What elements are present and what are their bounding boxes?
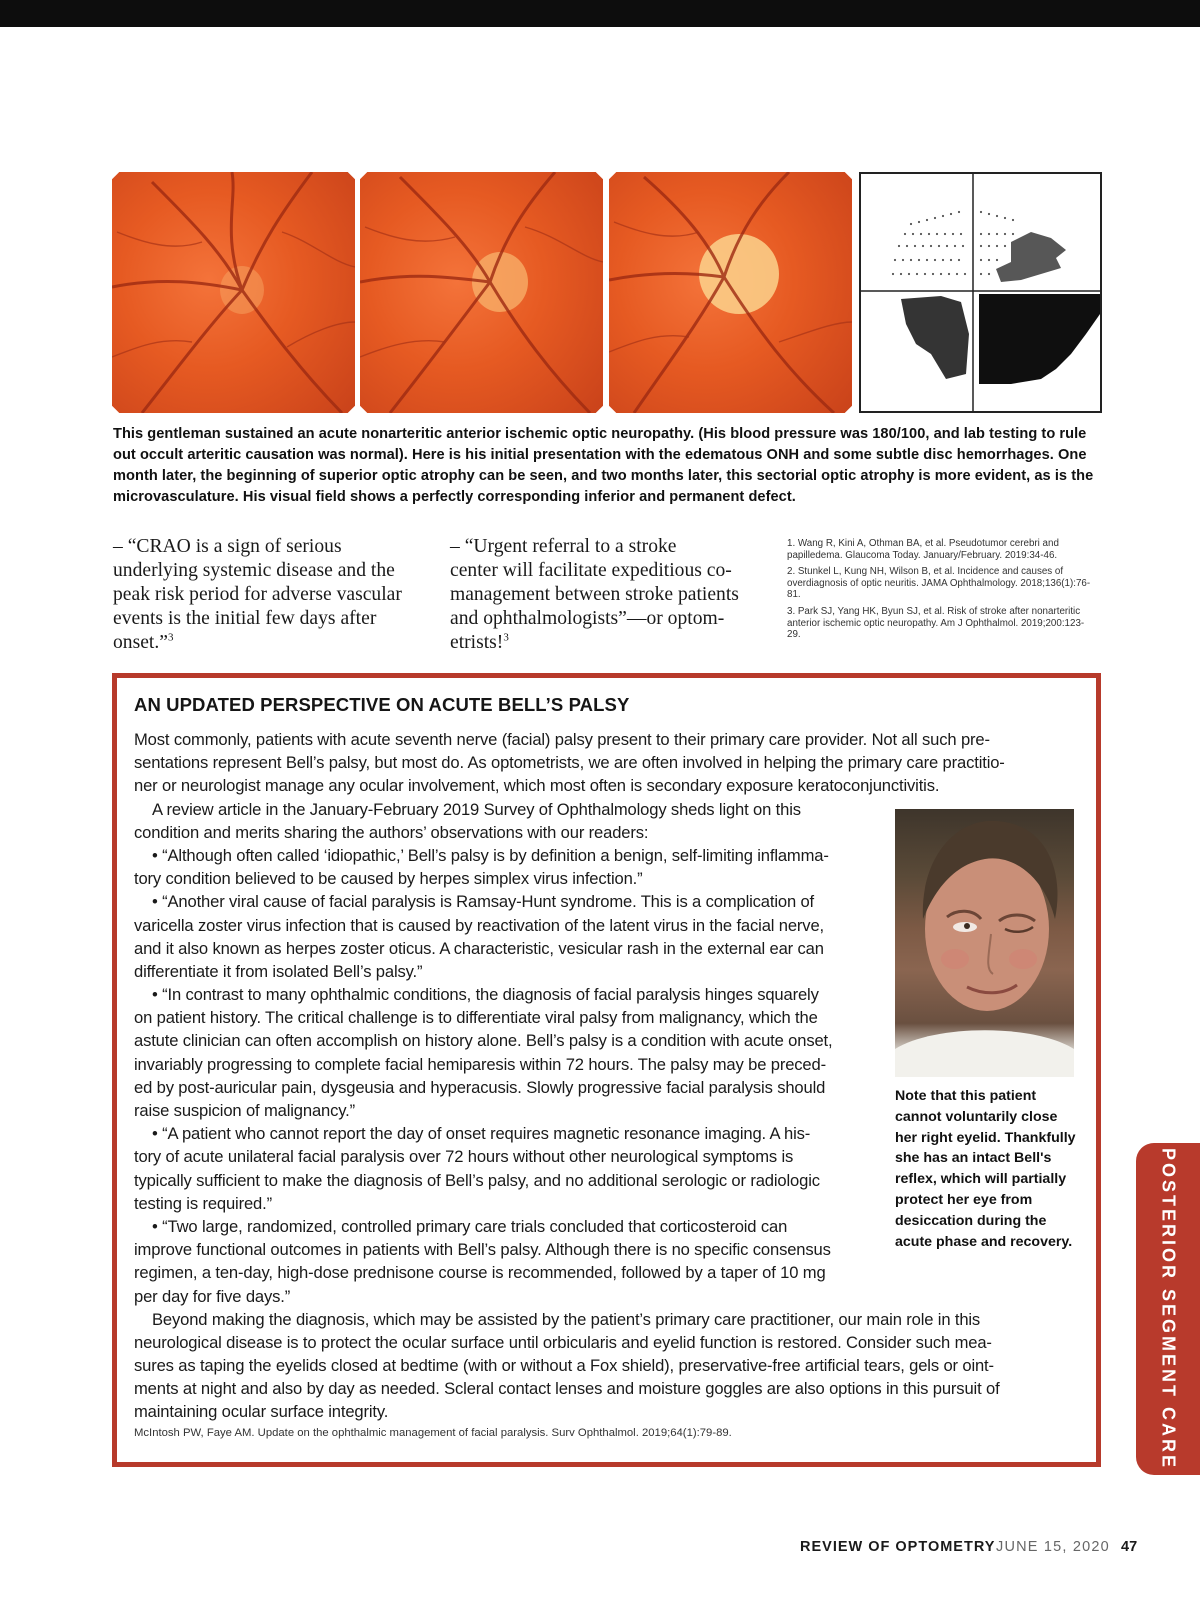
- body-line: sentations represent Bell’s palsy, but most do. As optometrists, we are often involved in helping the primary care practitio-: [134, 753, 1005, 773]
- quote-line: and ophthalmologists”—or optom-: [450, 608, 725, 629]
- reference-item: 1. Wang R, Kini A, Othman BA, et al. Pseudotumor cerebri and papilledema. Glaucoma Today. January/February. 2019:34-46.: [787, 538, 1059, 561]
- footer-page-number: 47: [1121, 1539, 1138, 1555]
- body-line: on patient history. The critical challenge is to differentiate viral palsy from malignancy, which the: [134, 1008, 818, 1028]
- section-tab: [1136, 1143, 1200, 1475]
- fundus-photo-one-month: [360, 172, 603, 413]
- quote-line: – “CRAO is a sign of serious: [113, 536, 342, 557]
- body-line: astute clinician can often accomplish on history alone. Bell’s palsy is a condition with acute onset,: [134, 1031, 833, 1051]
- quote-line: [113, 631, 402, 655]
- pull-quote-crao: [113, 535, 402, 655]
- visual-field-plot: [861, 174, 1100, 411]
- patient-face-illustration: [895, 809, 1074, 1077]
- reference-item: 2. Stunkel L, Kung NH, Wilson B, et al. Incidence and causes of overdiagnosis of optic neuritis. JAMA Ophthalmology. 2018;136(1):76-81.: [787, 566, 1091, 601]
- body-line: tory condition believed to be caused by herpes simplex virus infection.”: [134, 869, 643, 889]
- body-line: ments at night and also by day as needed. Scleral contact lenses and moisture goggles are also options in this pursuit of: [134, 1379, 1000, 1399]
- body-line: per day for five days.”: [134, 1286, 291, 1306]
- body-line: • “In contrast to many ophthalmic conditions, the diagnosis of facial paralysis hinges squarely: [152, 985, 819, 1005]
- quote-line: – “Urgent referral to a stroke: [450, 536, 677, 557]
- fundus-vessels-2: [360, 172, 603, 413]
- quote-line: peak risk period for adverse vascular: [113, 584, 402, 605]
- body-line: Most commonly, patients with acute seventh nerve (facial) palsy present to their primary care provider. Not all such pre-: [134, 730, 990, 749]
- body-line: ner or neurologist manage any ocular involvement, which most often is secondary exposure keratoconjunctivitis.: [134, 776, 940, 796]
- quote-footnote: 3: [167, 631, 174, 644]
- body-line: neurological disease is to protect the ocular surface until orbicularis and eyelid function is restored. Consider such mea-: [134, 1332, 992, 1352]
- quote-line: underlying systemic disease and the: [113, 560, 395, 581]
- sidebar-article-reference: McIntosh PW, Faye AM. Update on the ophthalmic management of facial paralysis. Surv Ophthalmol. 2019;64(1):79-89.: [134, 1427, 732, 1439]
- body-line: • “Another viral cause of facial paralysis is Ramsay-Hunt syndrome. This is a complication of: [152, 892, 815, 912]
- body-line: improve functional outcomes in patients with Bell’s palsy. Although there is no specific consensus: [134, 1240, 831, 1260]
- footer-issue-date: JUNE 15, 2020: [996, 1539, 1110, 1555]
- patient-photo-caption: Note that this patient cannot voluntarily close her right eyelid. Thankfully she has an intact Bell's reflex, which will partially protect her eye from desiccation during the acute phase and recovery.: [895, 1088, 1076, 1250]
- body-line: and it also known as herpes zoster oticus. A characteristic, vesicular rash in the external ear can: [134, 938, 824, 958]
- patient-photo: [895, 809, 1074, 1077]
- quote-line: events is the initial few days after: [113, 608, 377, 629]
- reference-list: [787, 538, 1097, 646]
- visual-field-chart: [859, 172, 1102, 413]
- body-line: maintaining ocular surface integrity.: [134, 1402, 389, 1422]
- section-tab-label: POSTERIOR SEGMENT CARE: [1158, 1147, 1179, 1471]
- quote-line: center will facilitate expeditious co-: [450, 560, 732, 581]
- body-line: • “A patient who cannot report the day of onset requires magnetic resonance imaging. A his-: [152, 1124, 811, 1144]
- pull-quote-stroke: [450, 535, 739, 655]
- body-line: ed by post-auricular pain, dysgeusia and hyperacusis. Slowly progressive facial paralysis should: [134, 1077, 826, 1097]
- quote-text: onset.”: [113, 632, 168, 653]
- fundus-vessels-1: [112, 172, 355, 413]
- quote-line: management between stroke patients: [450, 584, 739, 605]
- quote-line: [450, 631, 739, 655]
- body-line: A review article in the January-February 2019 Survey of Ophthalmology sheds light on this: [152, 799, 801, 819]
- quote-footnote: 3: [503, 631, 509, 644]
- top-bar: [0, 0, 1200, 27]
- body-line: Beyond making the diagnosis, which may be assisted by the patient’s primary care practitioner, our main role in this: [152, 1309, 981, 1329]
- reference-item: 3. Park SJ, Yang HK, Byun SJ, et al. Risk of stroke after nonarteritic anterior ischemic optic neuropathy. Am J Ophthalmol. 2019;200:123-29.: [787, 605, 1085, 641]
- footer-magazine-name: REVIEW OF OPTOMETRY: [800, 1539, 996, 1555]
- body-line: • “Although often called ‘idiopathic,’ Bell’s palsy is by definition a benign, self-limiting inflamma-: [152, 845, 829, 865]
- body-line: sures as taping the eyelids closed at bedtime (with or without a Fox shield), preservative-free artificial tears, gels or oint-: [134, 1356, 994, 1376]
- body-line: invariably progressing to complete facial hemiparesis within 72 hours. The palsy may be preced-: [134, 1054, 826, 1074]
- body-line: varicella zoster virus infection that is caused by reactivation of the latent virus in the facial nerve,: [134, 915, 824, 935]
- sidebar-article-body: [134, 728, 1005, 1424]
- figure-caption: This gentleman sustained an acute nonarteritic anterior ischemic optic neuropathy. (His blood pressure was 180/100, and lab testing to rule out occult arteritic causation was normal). Here is his initial presentation with the edematous ONH and some subtle disc hemorrhages. One month later, the beginning of superior optic atrophy can be seen, and two months later, this sectorial optic atrophy is more evident, as is the microvasculature. His visual field shows a perfectly corresponding inferior and permanent defect.: [113, 426, 1094, 505]
- body-line: testing is required.”: [134, 1193, 272, 1213]
- body-line: differentiate it from isolated Bell’s palsy.”: [134, 961, 423, 981]
- body-line: raise suspicion of malignancy.”: [134, 1101, 356, 1120]
- body-line: condition and merits sharing the authors’ observations with our readers:: [134, 822, 649, 842]
- fundus-vessels-3: [609, 172, 852, 413]
- body-line: • “Two large, randomized, controlled primary care trials concluded that corticosteroid can: [152, 1216, 788, 1236]
- body-line: regimen, a ten-day, high-dose prednisone course is recommended, followed by a taper of 10 mg: [134, 1263, 826, 1283]
- quote-text: etrists!: [450, 632, 504, 653]
- body-line: typically sufficient to make the diagnosis of Bell’s palsy, and no additional serologic or radiologic: [134, 1170, 820, 1190]
- sidebar-article-title: AN UPDATED PERSPECTIVE ON ACUTE BELL’S PALSY: [134, 694, 630, 715]
- fundus-photo-initial: [112, 172, 355, 413]
- fundus-photo-two-months: [609, 172, 852, 413]
- body-line: tory of acute unilateral facial paralysis over 72 hours without other neurological symptoms is: [134, 1147, 794, 1167]
